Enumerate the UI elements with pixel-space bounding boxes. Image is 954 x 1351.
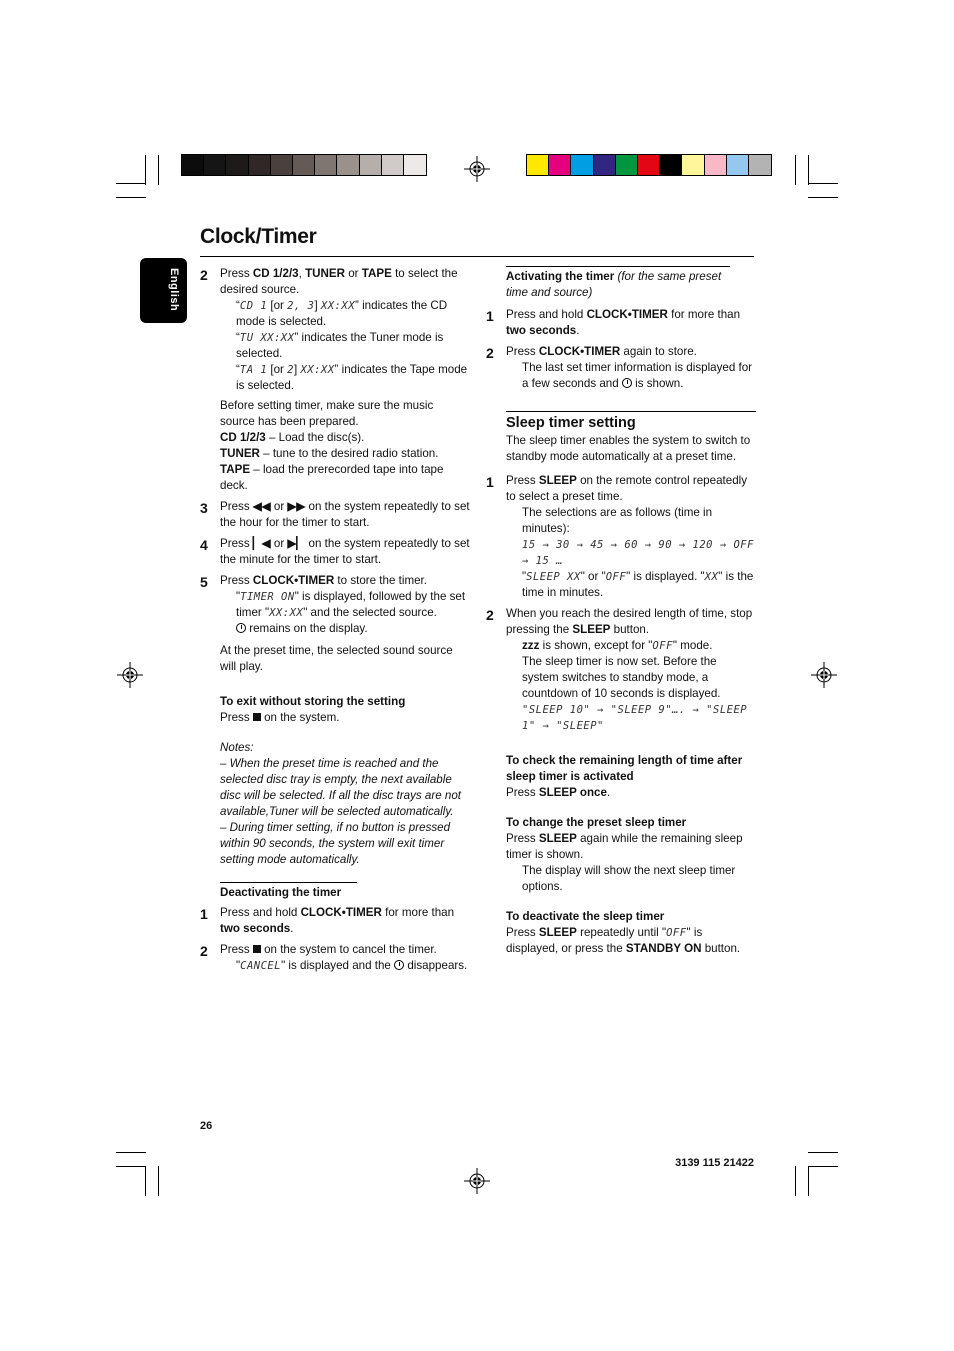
document-code: 3139 115 21422 — [675, 1157, 754, 1169]
deactivate-step-2 — [200, 942, 470, 974]
color-swatch — [204, 155, 226, 175]
stop-icon — [253, 713, 261, 721]
next-track-icon: ▶▏ — [287, 537, 306, 550]
right-column — [486, 266, 756, 957]
crop-mark — [116, 197, 146, 198]
crop-mark — [808, 197, 838, 198]
sleep-sequence: 15 → 30 → 45 → 60 → 90 → 120 → OFF → 15 … — [522, 539, 754, 567]
crop-mark — [145, 155, 146, 185]
color-swatch — [749, 155, 771, 175]
sleep-step-1 — [486, 473, 756, 601]
sleep-step-2 — [486, 606, 756, 734]
step-text: Press ▏◀ or ▶▏ on the system repeatedly to set the minute for the timer to start. — [220, 537, 470, 566]
check-text: Press SLEEP once. — [506, 786, 611, 799]
color-swatch — [571, 155, 593, 175]
deactivate-sleep-heading: To deactivate the sleep timer — [506, 910, 665, 923]
sleep-icon: zzz — [522, 639, 540, 652]
clock-icon — [394, 960, 404, 970]
registration-mark-icon — [117, 662, 143, 688]
sleep-section — [486, 411, 756, 465]
activating-heading: Activating the timer (for the same preset time and source) — [506, 266, 730, 301]
step-number: 2 — [200, 267, 208, 283]
crop-mark — [808, 1152, 838, 1153]
color-swatch — [249, 155, 271, 175]
notes-heading: Notes: — [220, 741, 254, 754]
crop-mark — [116, 1152, 146, 1153]
crop-mark — [116, 1166, 146, 1167]
color-swatch — [660, 155, 682, 175]
activate-step-1 — [486, 307, 756, 339]
tuner-prep-text: TUNER – tune to the desired radio station. — [220, 447, 439, 460]
step-number: 4 — [200, 537, 208, 553]
left-column — [200, 266, 470, 979]
deactivating-heading: Deactivating the timer — [220, 882, 357, 901]
sleep-display-text: "SLEEP XX" or "OFF" is displayed. "XX" is the time in minutes. — [522, 570, 754, 599]
timer-on-text: "TIMER ON" is displayed, followed by the set timer "XX:XX" and the selected source. — [236, 590, 466, 619]
exit-text: Press on the system. — [220, 711, 340, 724]
crop-mark — [145, 1166, 146, 1196]
crop-mark — [158, 1166, 159, 1196]
cancel-text: "CANCEL" is displayed and the disappears. — [236, 959, 468, 972]
check-heading: To check the remaining length of time after sleep timer is activated — [506, 754, 743, 783]
registration-mark-icon — [811, 662, 837, 688]
color-swatch — [293, 155, 315, 175]
activating-section — [486, 266, 756, 301]
color-swatch — [527, 155, 549, 175]
step-number: 1 — [486, 308, 494, 324]
color-swatch — [182, 155, 204, 175]
color-swatch — [404, 155, 426, 175]
clock-icon — [622, 378, 632, 388]
step-number: 1 — [486, 474, 494, 490]
exit-heading: To exit without storing the setting — [220, 695, 406, 708]
change-options-text: The display will show the next sleep timer options. — [522, 864, 736, 893]
crop-mark — [158, 155, 159, 185]
color-swatch — [705, 155, 727, 175]
step-2-select-source — [200, 266, 470, 494]
tape-prep-text: TAPE – load the prerecorded tape into tape deck. — [220, 463, 444, 492]
step-number: 1 — [200, 906, 208, 922]
step-number: 3 — [200, 500, 208, 516]
color-swatch — [271, 155, 293, 175]
step-number: 2 — [486, 345, 494, 361]
sleep-tips — [486, 753, 756, 957]
step-number: 2 — [200, 943, 208, 959]
page-title: Clock/Timer — [200, 225, 317, 248]
crop-mark — [808, 1166, 809, 1196]
step-text: Press CLOCK•TIMER again to store. — [506, 345, 697, 358]
step-4-set-minute — [200, 536, 470, 568]
registration-mark-icon — [464, 156, 490, 182]
grayscale-color-bar — [181, 154, 427, 176]
step-text: Press ◀◀ or ▶▶ on the system repeatedly to set the hour for the timer to start. — [220, 500, 470, 529]
step-text: Press CD 1/2/3, TUNER or TAPE to select the desired source. — [220, 267, 458, 296]
color-swatch — [616, 155, 638, 175]
crop-mark — [795, 1166, 796, 1196]
clock-icon — [236, 623, 246, 633]
color-swatch — [226, 155, 248, 175]
step-text: When you reach the desired length of time, stop pressing the SLEEP button. — [506, 607, 753, 636]
note-2: – During timer setting, if no button is pressed within 90 seconds, the system will exit timer setting mode automatically. — [220, 821, 451, 866]
activate-step-2 — [486, 344, 756, 392]
crop-mark — [808, 1166, 838, 1167]
step-text: Press on the system to cancel the timer. — [220, 943, 437, 956]
color-swatch — [549, 155, 571, 175]
registration-mark-icon — [464, 1168, 490, 1194]
crop-mark — [808, 155, 809, 185]
countdown-text: The sleep timer is now set. Before the system switches to standby mode, a countdown of 10 seconds is displayed. — [522, 655, 721, 700]
sleep-intro: The sleep timer enables the system to switch to standby mode automatically at a preset time. — [506, 434, 751, 463]
title-rule — [200, 256, 754, 257]
before-setting-text: Before setting timer, make sure the music source has been prepared. — [220, 399, 434, 428]
clock-remains-text: remains on the display. — [220, 621, 470, 637]
color-swatch — [682, 155, 704, 175]
step-text: Press SLEEP on the remote control repeatedly to select a preset time. — [506, 474, 748, 503]
color-swatch — [594, 155, 616, 175]
crop-mark — [795, 155, 796, 185]
step-text: Press CLOCK•TIMER to store the timer. — [220, 574, 427, 587]
step-text: Press and hold CLOCK•TIMER for more than two seconds. — [220, 906, 455, 935]
previous-track-icon: ▏◀ — [252, 537, 271, 550]
crop-mark — [116, 183, 146, 184]
language-tab — [140, 258, 187, 323]
step-5-store-timer — [200, 573, 470, 675]
crop-mark — [808, 183, 838, 184]
language-label: English — [168, 268, 180, 312]
color-swatch — [360, 155, 382, 175]
color-swatch — [638, 155, 660, 175]
color-swatch — [727, 155, 749, 175]
exit-section — [200, 694, 470, 901]
step-text: Press and hold CLOCK•TIMER for more than two seconds. — [506, 308, 741, 337]
preset-time-text: At the preset time, the selected sound source will play. — [220, 644, 453, 673]
sleep-heading: Sleep timer setting — [506, 411, 756, 433]
note-1: – When the preset time is reached and the selected disc tray is empty, the next available disc will be selected. If all the disc trays are not available,Tuner will be selected automatically. — [220, 757, 462, 818]
process-color-bar — [526, 154, 772, 176]
step-number: 5 — [200, 574, 208, 590]
last-timer-text: The last set timer information is displayed for a few seconds and is shown. — [522, 361, 753, 390]
change-text: Press SLEEP again while the remaining sleep timer is shown. — [506, 832, 743, 861]
selections-text: The selections are as follows (time in minutes): — [522, 506, 713, 535]
fast-forward-icon: ▶▶ — [287, 500, 306, 513]
cd-prep-text: CD 1/2/3 – Load the disc(s). — [220, 431, 365, 444]
stop-icon — [253, 945, 261, 953]
deactivate-sleep-text: Press SLEEP repeatedly until "OFF" is displayed, or press the STANDBY ON button. — [506, 926, 741, 955]
step-3-set-hour — [200, 499, 470, 531]
tuner-indicator-text: “TU XX:XX” indicates the Tuner mode is selected. — [236, 331, 444, 360]
step-number: 2 — [486, 607, 494, 623]
page-number: 26 — [200, 1120, 213, 1132]
change-heading: To change the preset sleep timer — [506, 816, 687, 829]
rewind-icon: ◀◀ — [252, 500, 271, 513]
zzz-text: zzz is shown, except for "OFF" mode. — [522, 639, 713, 652]
tape-indicator-text: “TA 1 [or 2] XX:XX” indicates the Tape mode is selected. — [236, 363, 468, 392]
countdown-sequence: "SLEEP 10" → "SLEEP 9"…. → "SLEEP 1" → "SLEEP" — [522, 704, 748, 732]
color-swatch — [337, 155, 359, 175]
color-swatch — [315, 155, 337, 175]
cd-indicator-text: “CD 1 [or 2, 3] XX:XX” indicates the CD mode is selected. — [236, 299, 448, 328]
deactivate-step-1 — [200, 905, 470, 937]
color-swatch — [382, 155, 404, 175]
